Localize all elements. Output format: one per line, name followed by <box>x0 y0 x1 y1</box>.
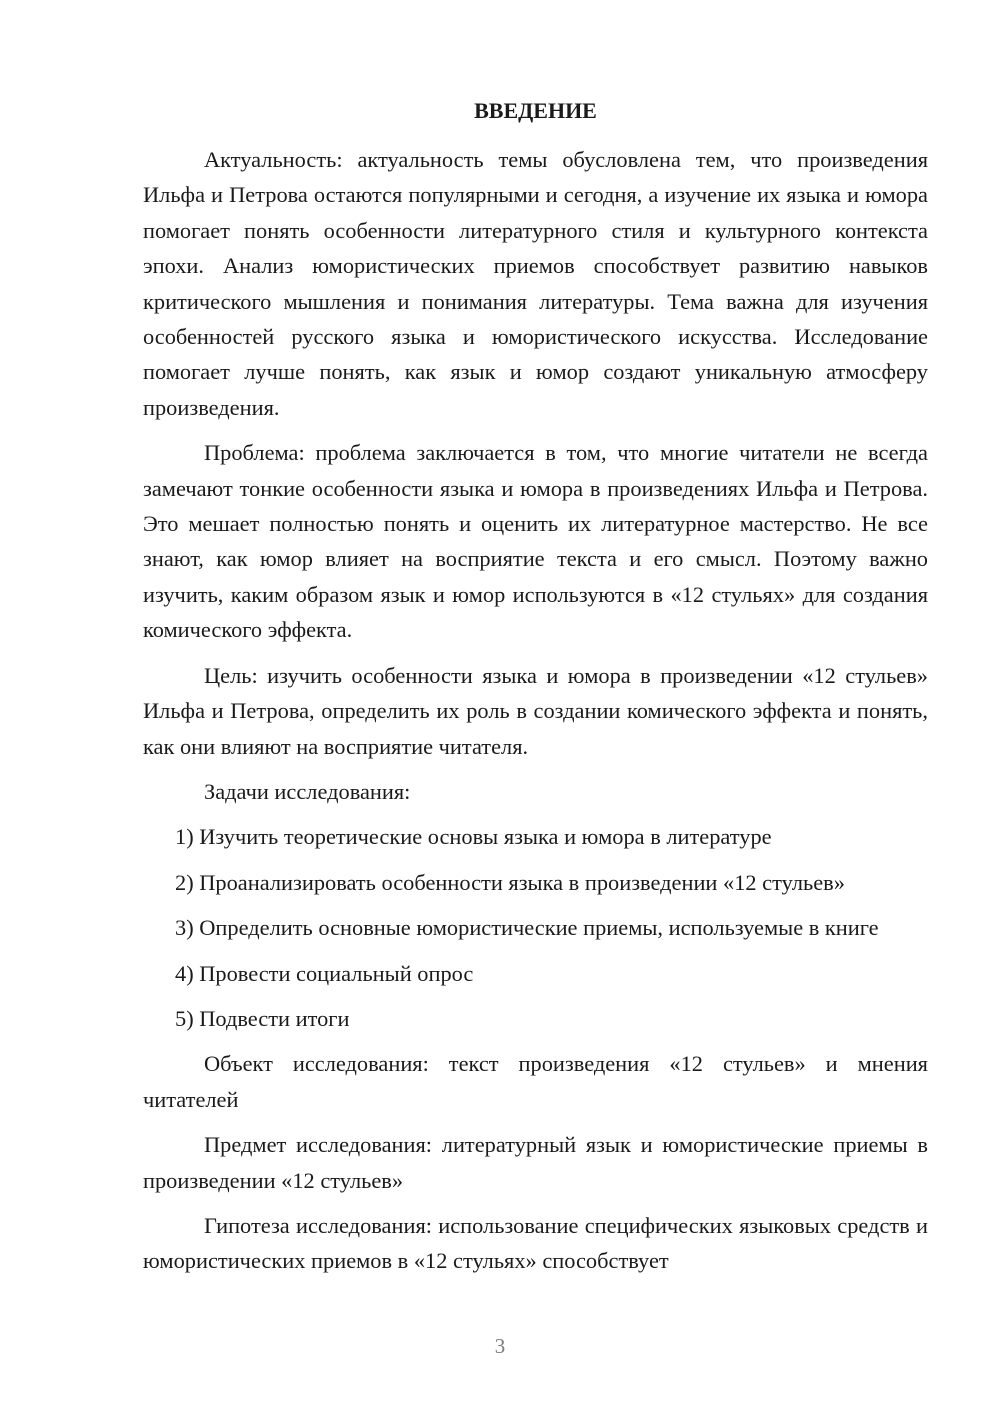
tasks-heading: Задачи исследования: <box>204 778 411 804</box>
paragraph-goal: Цель: изучить особенности языка и юмора в произведении «12 стульев» Ильфа и Петрова, определить их роль в создании комического эффекта и понять, как они влияют на восприятие читателя. <box>143 662 928 759</box>
document-body <box>143 142 928 1289</box>
paragraph-hypothesis: Гипотеза исследования: использование специфических языковых средств и юмористических приемов в «12 стульях» способствует <box>143 1212 928 1274</box>
paragraph-object: Объект исследования: текст произведения «12 стульев» и мнения читателей <box>143 1051 928 1112</box>
paragraph-relevance: Актуальность: актуальность темы обусловлена тем, что произведения Ильфа и Петрова остаются популярными и сегодня, а изучение их языка и юмора помогает понять особенности литературного стиля и культурного контекста эпохи. Анализ юмористических приемов способствует развитию навыков критического мышления и понимания литературы. Тема важна для изучения особенностей русского языка и юмористического искусства. Исследование помогает лучше понять, как язык и юмор создают уникальную атмосферу произведения. <box>143 147 928 420</box>
task-item: 3) Определить основные юмористические приемы, используемые в книге <box>175 915 879 941</box>
task-item: 5) Подвести итоги <box>175 1005 350 1031</box>
task-item: 1) Изучить теоретические основы языка и юмора в литературе <box>175 824 772 850</box>
page-number: 3 <box>494 1334 506 1358</box>
task-item: 2) Проанализировать особенности языка в произведении «12 стульев» <box>175 869 845 895</box>
paragraph-subject: Предмет исследования: литературный язык и юмористические приемы в произведении «12 стульев» <box>143 1132 928 1193</box>
page-title: ВВЕДЕНИЕ <box>474 98 597 123</box>
paragraph-problem: Проблема: проблема заключается в том, что многие читатели не всегда замечают тонкие особенности языка и юмора в произведениях Ильфа и Петрова. Это мешает полностью понять и оценить их литературное мастерство. Не все знают, как юмор влияет на восприятие текста и его смысл. Поэтому важно изучить, каким образом язык и юмор используются в «12 стульях» для создания комического эффекта. <box>143 440 928 643</box>
task-item: 4) Провести социальный опрос <box>175 960 474 986</box>
